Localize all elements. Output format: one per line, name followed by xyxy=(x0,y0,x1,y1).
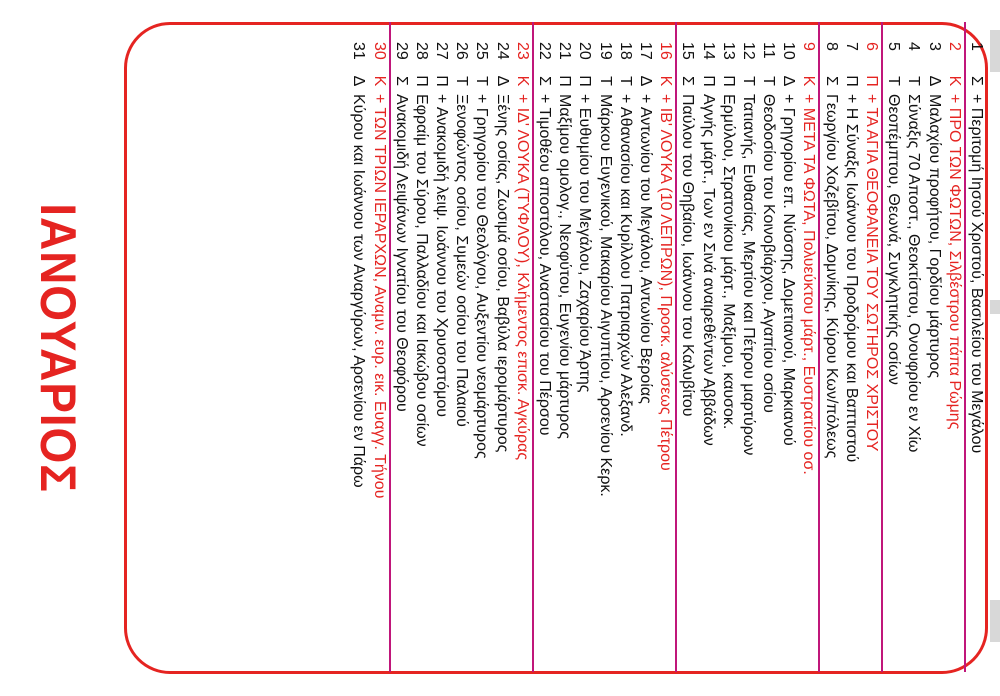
month-title: ΙΑΝΟΥΑΡΙΟΣ xyxy=(30,203,86,493)
weekday-letter: Κ xyxy=(657,75,675,87)
weekday-letter: Π xyxy=(576,75,594,87)
weekday-letter: Π xyxy=(719,75,737,87)
feast-text: Ανακομιδή Λειψάνων Ιγνατίου του Θεοφόρου xyxy=(392,94,410,412)
day-row xyxy=(368,22,388,672)
day-number: 2 xyxy=(945,42,963,51)
feast-text: + ΜΕΤΑ ΤΑ ΦΩΤΑ, Πολυεύκτου μάρτ., Ευστρατίου οσ. xyxy=(800,94,818,475)
weekday-letter: Τ xyxy=(596,76,614,86)
weekday-letter: Δ xyxy=(780,75,798,87)
day-number: 15 xyxy=(679,42,697,60)
day-number: 16 xyxy=(657,42,675,60)
feast-text: Αγνής μάρτ., Των εν Σινά αναιρεθέντων Αββάδων xyxy=(699,94,717,446)
weekday-letter: Π xyxy=(842,75,860,87)
weekday-letter: Κ xyxy=(800,75,818,87)
day-row xyxy=(431,22,451,672)
day-number: 9 xyxy=(800,42,818,51)
day-number: 30 xyxy=(370,42,388,60)
day-number: 3 xyxy=(925,42,943,51)
day-row xyxy=(718,22,738,672)
weekday-letter: Π xyxy=(699,75,717,87)
weekday-letter: Π xyxy=(863,75,881,87)
day-number: 26 xyxy=(453,42,471,60)
feast-text: Ξενοφώντος οσίου, Συμεών οσίου του Παλαιού xyxy=(453,94,471,427)
day-number: 13 xyxy=(719,42,737,60)
weekday-letter: Τ xyxy=(453,76,471,86)
day-row xyxy=(903,22,923,672)
day-number: 17 xyxy=(637,42,654,60)
weekday-letter: Τ xyxy=(616,76,634,86)
day-number: 12 xyxy=(739,42,757,60)
feast-text: Σύναξις 70 Αποστ., Θεοκτίστου, Ονουφρίου εν Χίω xyxy=(905,94,923,453)
weekday-letter: Κ xyxy=(513,75,531,87)
feast-text: Παύλου του Θηβαίου, Ιωάννου του Καλυβίτου xyxy=(679,94,697,417)
day-number: 8 xyxy=(822,42,840,51)
day-row xyxy=(861,22,881,672)
weekday-letter: Κ xyxy=(945,75,963,87)
day-row xyxy=(697,22,717,672)
feast-text: + Αθανασίου και Κυρίλλου Πατριαρχών Αλεξανδ. xyxy=(616,94,634,437)
weekday-letter: Δ xyxy=(350,75,368,87)
day-number: 25 xyxy=(473,42,491,60)
day-number: 4 xyxy=(905,42,923,51)
weekday-letter: Π xyxy=(556,75,574,87)
day-number: 14 xyxy=(699,42,717,60)
day-row xyxy=(798,22,818,672)
feast-text: Θεοπέμπτου, Θεωνά, Συγκλητικής οσίων xyxy=(885,94,903,385)
day-row xyxy=(841,22,861,672)
day-number: 20 xyxy=(576,42,594,60)
day-row xyxy=(451,22,471,672)
weekday-letter: Τ xyxy=(760,76,778,86)
feast-text: + ΤΑ ΑΓΙΑ ΘΕΟΦΑΝΕΙΑ ΤΟΥ ΣΩΤΗΡΟΣ ΧΡΙΣΤΟΥ xyxy=(863,94,881,452)
day-number: 6 xyxy=(863,42,881,51)
day-row xyxy=(574,22,594,672)
feast-text: + Αντωνίου του Μεγάλου, Αντωνίου Βεροίας xyxy=(637,94,654,404)
day-row xyxy=(554,22,574,672)
day-row xyxy=(964,22,986,672)
weekday-letter: Τ xyxy=(739,76,757,86)
feast-text: + ΤΩΝ ΤΡΙΩΝ ΙΕΡΑΡΧΩΝ, Αναμν. ευρ. εικ. Ευαγγ. Τήνου xyxy=(370,94,388,499)
feast-text: Μαλαχίου προφήτου, Γορδίου μάρτυρος xyxy=(925,94,943,379)
day-row xyxy=(492,22,512,672)
day-row xyxy=(348,22,368,672)
weekday-letter: Σ xyxy=(536,76,554,86)
day-row xyxy=(881,22,903,672)
day-row xyxy=(758,22,778,672)
feast-text: Θεοδοσίου του Κοινοβιάρχου, Αγαπίου οσίου xyxy=(760,94,778,413)
weekday-letter: Σ xyxy=(679,76,697,86)
day-row xyxy=(615,22,635,672)
day-row xyxy=(512,22,532,672)
day-number: 11 xyxy=(760,42,778,59)
day-number: 18 xyxy=(616,42,634,60)
day-number: 1 xyxy=(968,42,985,51)
weekday-letter: Δ xyxy=(493,75,511,87)
feast-text: + Ανακομιδή λειψ. Ιωάννου του Χρυσοστόμου xyxy=(433,94,451,417)
day-row xyxy=(532,22,554,672)
feast-text: + Περιτομή Ιησού Χριστού, Βασιλείου του Μεγάλου xyxy=(968,94,985,454)
day-row xyxy=(923,22,943,672)
day-list xyxy=(348,22,986,672)
weekday-letter: Σ xyxy=(822,76,840,86)
weekday-letter: Δ xyxy=(637,75,654,87)
day-row xyxy=(675,22,697,672)
feast-text: Ερμύλου, Στρατονίκου μάρτ., Μαξίμου, καυσοκ. xyxy=(719,94,737,430)
day-row xyxy=(944,22,964,672)
day-row xyxy=(389,22,411,672)
day-number: 7 xyxy=(842,42,860,51)
weekday-letter: Σ xyxy=(968,76,985,86)
weekday-letter: Τ xyxy=(905,76,923,86)
weekday-letter: Τ xyxy=(885,76,903,86)
weekday-letter: Π xyxy=(412,75,430,87)
day-number: 22 xyxy=(536,42,554,60)
weekday-letter: Δ xyxy=(925,75,943,87)
day-number: 23 xyxy=(513,42,531,60)
day-row xyxy=(471,22,491,672)
feast-text: Κύρου και Ιωάννου των Αναργύρων, Αρσενίου εν Πάρω xyxy=(350,94,368,488)
day-number: 21 xyxy=(556,42,574,60)
day-number: 5 xyxy=(885,42,903,51)
weekday-letter: Σ xyxy=(392,76,410,86)
day-number: 27 xyxy=(433,42,451,60)
feast-text: + Γρηγορίου του Θεολόγου, Αυξεντίου νεομάρτυρος xyxy=(473,94,491,459)
feast-text: + Ευθυμίου του Μεγάλου, Ζαχαρίου Άρτης xyxy=(576,94,594,393)
day-row xyxy=(778,22,798,672)
feast-text: Εφραίμ του Σύρου, Παλλαδίου και Ιακώβου οσίων xyxy=(412,94,430,447)
day-number: 19 xyxy=(596,42,614,60)
day-number: 31 xyxy=(350,42,368,60)
day-row xyxy=(635,22,655,672)
feast-text: Ξένης οσίας, Ζωσιμά οσίου, Βαβύλα ιερομάρτυρος xyxy=(493,94,511,453)
day-number: 29 xyxy=(392,42,410,60)
weekday-letter: Π xyxy=(433,75,451,87)
day-row xyxy=(738,22,758,672)
day-row xyxy=(655,22,675,672)
feast-text: Τατιανής, Ευθασίας, Μερτίου και Πέτρου μαρτύρων xyxy=(739,94,757,456)
weekday-letter: Τ xyxy=(473,76,491,86)
day-number: 24 xyxy=(493,42,511,60)
feast-text: + ΠΡΟ ΤΩΝ ΦΩΤΩΝ, Σιλβέστρου πάπα Ρώμης xyxy=(945,94,963,430)
feast-text: + Γρηγορίου επ. Νύσσης, Δομετιανού, Μαρκιανού xyxy=(780,94,798,446)
day-number: 28 xyxy=(412,42,430,60)
day-number: 10 xyxy=(780,42,798,60)
day-row xyxy=(594,22,614,672)
day-row xyxy=(411,22,431,672)
feast-text: + ΙΒ' ΛΟΥΚΑ (10 ΛΕΠΡΩΝ), Προσκ. αλύσεως Πέτρου xyxy=(657,94,675,471)
feast-text: + ΙΔ' ΛΟΥΚΑ (ΤΥΦΛΟΥ), Κλήμεντος επισκ. Αγκύρας xyxy=(513,94,531,461)
feast-text: + Η Σύναξις Ιωάννου του Προδρόμου και Βαπτιστού xyxy=(842,94,860,463)
feast-text: Γεωργίου Χοζεβίτου, Δομνίκης, Κύρου Κων/πόλεως xyxy=(822,94,840,459)
feast-text: Μάρκου Ευγενικού, Μακαρίου Αιγυπτίου, Αρσενίου Κερκ. xyxy=(596,94,614,497)
day-row xyxy=(819,22,841,672)
feast-text: + Τιμοθέου αποστόλου, Αναστασίου του Πέρσου xyxy=(536,94,554,436)
weekday-letter: Κ xyxy=(370,75,388,87)
feast-text: Μαξίμου ομολογ., Νεοφύτου, Ευγενίου μάρτυρος xyxy=(556,94,574,439)
